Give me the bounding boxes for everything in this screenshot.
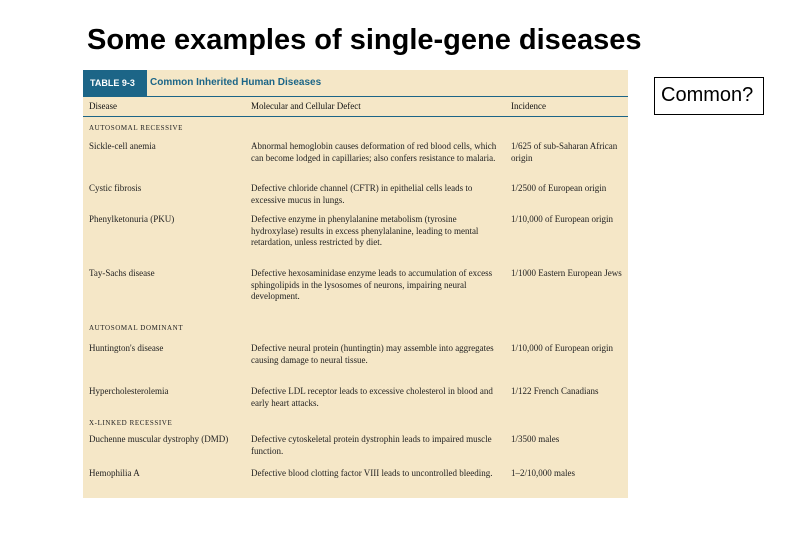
disease-name: Duchenne muscular dystrophy (DMD) <box>89 434 229 444</box>
column-header-rule <box>83 116 628 117</box>
disease-defect: Defective cytoskeletal protein dystrophin leads to impaired muscle function. <box>251 434 492 456</box>
disease-defect: Defective chloride channel (CFTR) in epithelial cells leads to excessive mucus in lungs. <box>251 183 473 205</box>
section-label-autosomal-dominant: AUTOSOMAL DOMINANT <box>89 324 184 332</box>
common-callout-box: Common? <box>654 77 764 115</box>
column-header-incidence: Incidence <box>511 101 546 111</box>
table-title: Common Inherited Human Diseases <box>150 77 322 88</box>
disease-defect: Defective neural protein (huntingtin) may assemble into aggregates causing damage to neural tissue. <box>251 343 494 365</box>
slide-title: Some examples of single-gene diseases <box>87 24 642 56</box>
column-header-defect: Molecular and Cellular Defect <box>251 101 361 111</box>
disease-incidence: 1/625 of sub-Saharan African origin <box>511 141 618 163</box>
disease-name: Hemophilia A <box>89 468 140 478</box>
disease-incidence: 1/122 French Canadians <box>511 386 599 396</box>
disease-name: Sickle-cell anemia <box>89 141 156 151</box>
section-label-autosomal-recessive: AUTOSOMAL RECESSIVE <box>89 124 184 132</box>
disease-name: Cystic fibrosis <box>89 183 142 193</box>
disease-incidence: 1–2/10,000 males <box>511 468 575 478</box>
disease-incidence: 1/10,000 of European origin <box>511 214 613 224</box>
section-label-x-linked-recessive: X-LINKED RECESSIVE <box>89 419 173 427</box>
disease-incidence: 1/10,000 of European origin <box>511 343 613 353</box>
disease-name: Tay-Sachs disease <box>89 268 155 278</box>
disease-incidence: 1/1000 Eastern European Jews <box>511 268 622 278</box>
disease-defect: Defective enzyme in phenylalanine metabolism (tyrosine hydroxylase) results in excess phenylalanine, leading to mental retardation, unless restricted by diet. <box>251 214 479 247</box>
inherited-diseases-table <box>83 70 628 498</box>
disease-defect: Abnormal hemoglobin causes deformation of red blood cells, which can become lodged in capillaries; also confers resistance to malaria. <box>251 141 497 163</box>
table-number-badge: TABLE 9-3 <box>83 70 147 96</box>
disease-defect: Defective blood clotting factor VIII leads to uncontrolled bleeding. <box>251 468 493 478</box>
disease-defect: Defective hexosaminidase enzyme leads to accumulation of excess sphingolipids in the lysosomes of neurons, impairing neural development. <box>251 268 493 301</box>
disease-incidence: 1/2500 of European origin <box>511 183 607 193</box>
column-header-disease: Disease <box>89 101 117 111</box>
header-rule <box>83 96 628 97</box>
disease-defect: Defective LDL receptor leads to excessive cholesterol in blood and early heart attacks. <box>251 386 493 408</box>
disease-name: Hypercholesterolemia <box>89 386 169 396</box>
disease-name: Phenylketonuria (PKU) <box>89 214 175 224</box>
disease-incidence: 1/3500 males <box>511 434 560 444</box>
disease-name: Huntington's disease <box>89 343 164 353</box>
table-header <box>83 70 628 96</box>
